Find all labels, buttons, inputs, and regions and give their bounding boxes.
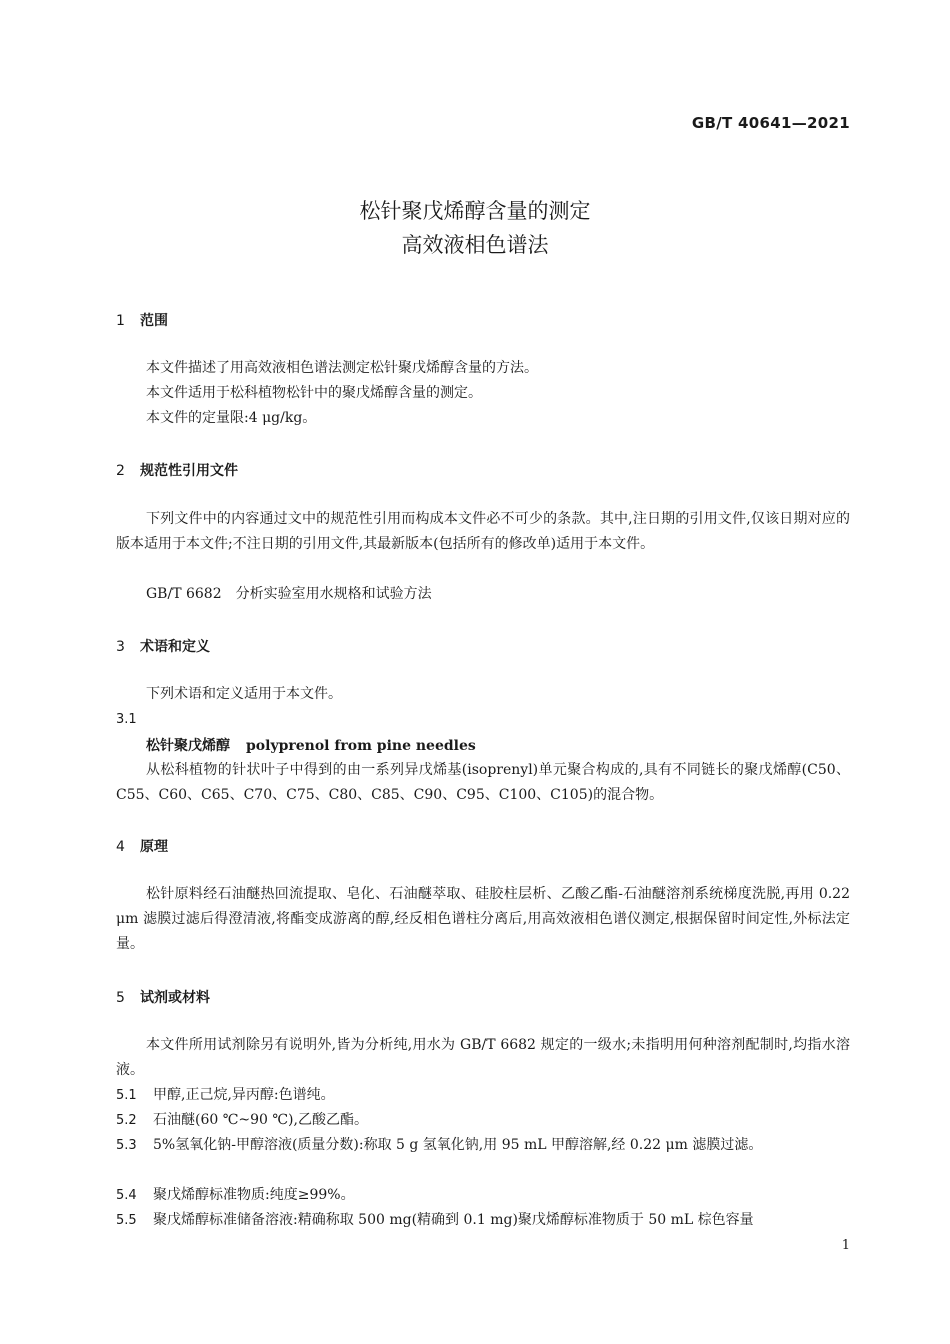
paragraph: 本文件描述了用高效液相色谱法测定松针聚戊烯醇含量的方法。 — [146, 360, 538, 376]
term-english: polyprenol from pine needles — [246, 738, 476, 754]
item-text: 5%氢氧化钠-甲醇溶液(质量分数):称取 5 g 氢氧化钠,用 95 mL 甲醇溶解,经 0.22 μm 滤膜过滤。 — [153, 1137, 763, 1153]
paragraph: 本文件所用试剂除另有说明外,皆为分析纯,用水为 GB/T 6682 规定的一级水;未指明用何种溶剂配制时,均指水溶液。 — [116, 1037, 850, 1078]
paragraph: 松针原料经石油醚热回流提取、皂化、石油醚萃取、硅胶柱层析、乙酸乙酯-石油醚溶剂系统梯度洗脱,再用 0.22 μm 滤膜过滤后得澄清液,将酯变成游离的醇,经反相色谱柱分离后,用高效液相色谱仪测定,根据保留时间定性,外标法定量。 — [116, 886, 850, 952]
list-item — [116, 1208, 850, 1233]
item-text: 聚戊烯醇标准物质:纯度≥99%。 — [153, 1187, 355, 1203]
list-item — [116, 1108, 850, 1133]
term-chinese: 松针聚戊烯醇 — [146, 738, 230, 754]
section-heading-terms — [116, 636, 210, 656]
section-title: 术语和定义 — [140, 639, 210, 655]
paragraph: 本文件的定量限:4 μg/kg。 — [146, 410, 317, 426]
item-number: 5.5 — [116, 1213, 137, 1228]
section-heading-reagents — [116, 987, 210, 1007]
document-title: 松针聚戊烯醇含量的测定 — [359, 199, 591, 223]
paragraph: 下列文件中的内容通过文中的规范性引用而构成本文件必不可少的条款。其中,注日期的引用文件,仅该日期对应的版本适用于本文件;不注日期的引用文件,其最新版本(包括所有的修改单)适用于本文件。 — [116, 511, 850, 552]
item-text: 甲醇,正己烷,异丙醇:色谱纯。 — [153, 1087, 335, 1103]
item-text: 石油醚(60 ℃~90 ℃),乙酸乙酯。 — [153, 1112, 368, 1128]
section-number: 1 — [116, 313, 125, 329]
list-item — [116, 1183, 850, 1208]
list-item — [116, 1133, 850, 1158]
term-entry — [146, 735, 476, 755]
standard-code: GB/T 40641—2021 — [691, 114, 850, 132]
section-number: 4 — [116, 839, 125, 855]
subsection-number-label: 3.1 — [116, 712, 137, 727]
section-heading-scope — [116, 310, 168, 330]
page-number: 1 — [841, 1238, 850, 1253]
section-title: 范围 — [140, 313, 168, 329]
item-number: 5.4 — [116, 1188, 137, 1203]
paragraph: 下列术语和定义适用于本文件。 — [146, 686, 342, 702]
section-title: 规范性引用文件 — [140, 463, 238, 479]
item-number: 5.1 — [116, 1088, 137, 1103]
section-number: 5 — [116, 990, 125, 1006]
document-subtitle: 高效液相色谱法 — [401, 233, 549, 257]
paragraph: 本文件适用于松科植物松针中的聚戊烯醇含量的测定。 — [146, 385, 482, 401]
reference-entry: GB/T 6682 分析实验室用水规格和试验方法 — [146, 586, 432, 602]
section-number: 3 — [116, 639, 125, 655]
subsection-number — [116, 707, 850, 732]
term-definition: 从松科植物的针状叶子中得到的由一系列异戊烯基(isoprenyl)单元聚合构成的,具有不同链长的聚戊烯醇(C50、C55、C60、C65、C70、C75、C80、C85、C90、C95、C100、C105)的混合物。 — [116, 762, 850, 803]
section-title: 原理 — [140, 839, 168, 855]
section-heading-normative-references — [116, 460, 238, 480]
section-number: 2 — [116, 463, 125, 479]
item-text: 聚戊烯醇标准储备溶液:精确称取 500 mg(精确到 0.1 mg)聚戊烯醇标准物质于 50 mL 棕色容量 — [153, 1212, 754, 1228]
section-title: 试剂或材料 — [140, 990, 210, 1006]
item-number: 5.3 — [116, 1138, 137, 1153]
item-number: 5.2 — [116, 1113, 137, 1128]
section-heading-principle — [116, 836, 168, 856]
list-item — [116, 1083, 850, 1108]
